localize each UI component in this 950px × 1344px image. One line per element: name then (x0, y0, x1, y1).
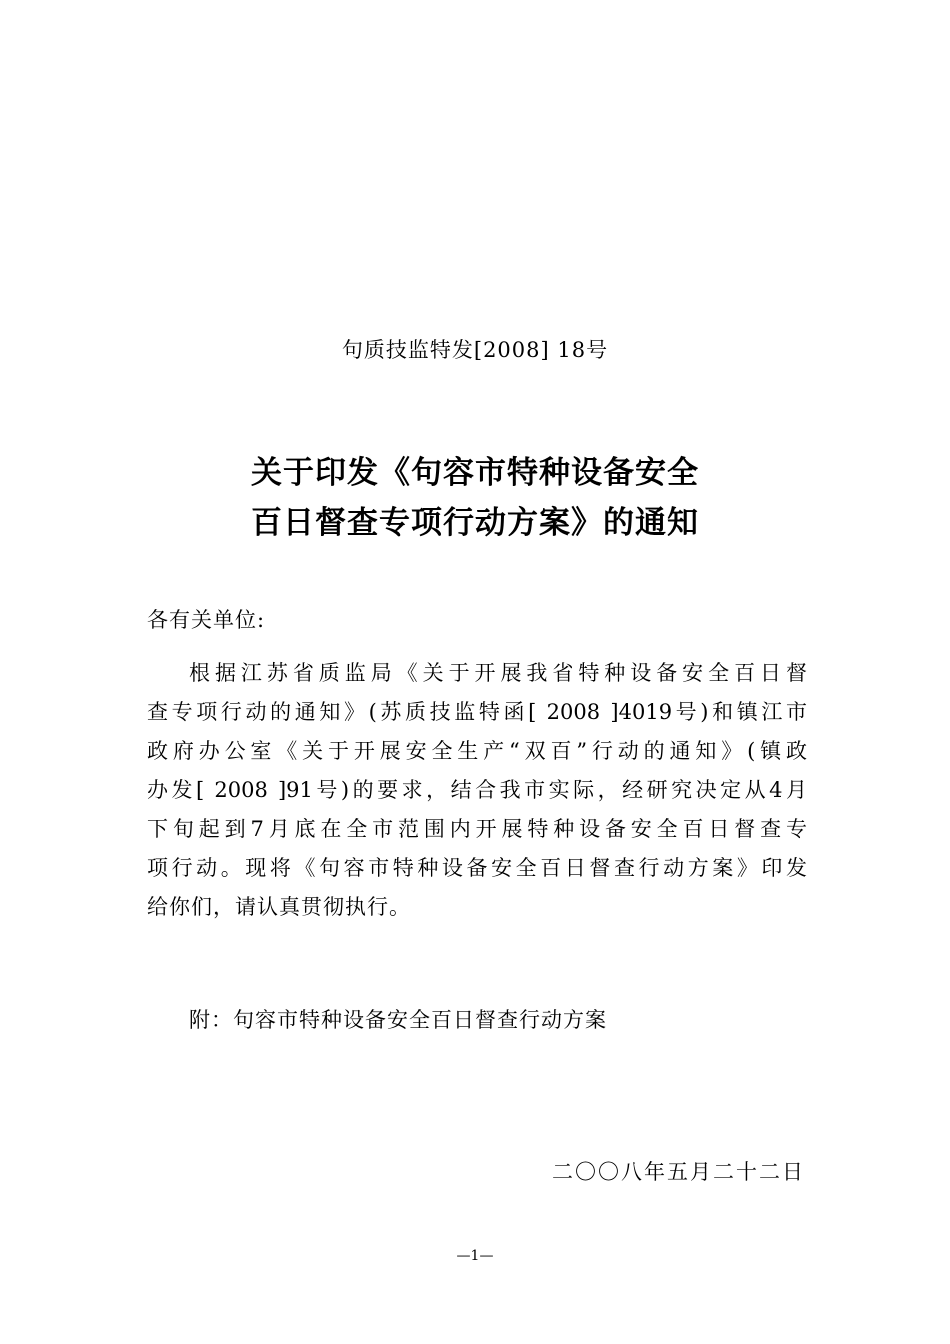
body-line: 查专项行动的通知》(苏质技监特函[ 2008 ]4019号)和镇江市 (147, 700, 807, 724)
body-line: 根据江苏省质监局《关于开展我省特种设备安全百日督 (189, 661, 807, 685)
title-line-1: 关于印发《句容市特种设备安全 (251, 455, 699, 491)
body-line: 项行动。现将《句容市特种设备安全百日督查行动方案》印发 (147, 856, 807, 880)
page-number: —1— (456, 1248, 494, 1264)
document-number: 句质技监特发[2008] 18号 (341, 338, 609, 362)
body-line: 办发[ 2008 ]91号)的要求，结合我市实际，经研究决定从4月 (147, 778, 807, 802)
document-title (0, 448, 950, 548)
body-line: 下旬起到7月底在全市范围内开展特种设备安全百日督查专 (147, 817, 807, 841)
salutation: 各有关单位: (147, 608, 266, 632)
body-line: 政府办公室《关于开展安全生产“双百”行动的通知》(镇政 (147, 739, 807, 763)
issue-date: 二〇〇八年五月二十二日 (552, 1160, 805, 1184)
title-line-2: 百日督查专项行动方案》的通知 (251, 505, 699, 541)
body-line: 给你们，请认真贯彻执行。 (147, 895, 411, 919)
attachment-note: 附：句容市特种设备安全百日督查行动方案 (189, 1008, 607, 1032)
body-paragraph (147, 654, 807, 927)
